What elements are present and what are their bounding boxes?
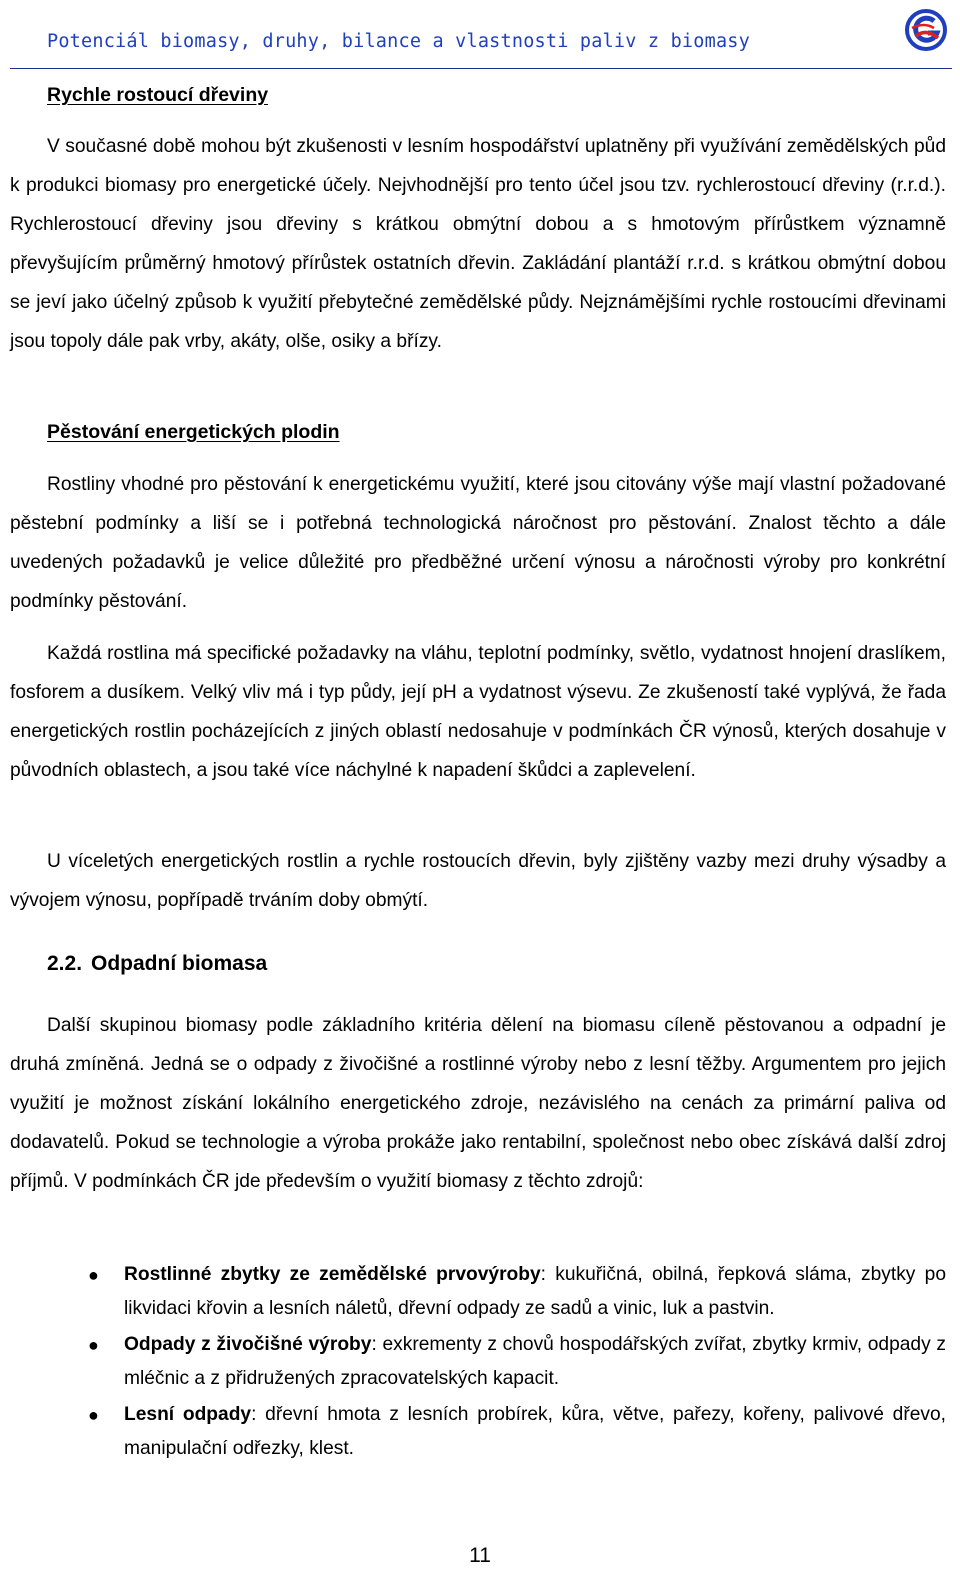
page-header <box>10 0 952 69</box>
logo-icon <box>904 8 948 52</box>
list-item-term: Lesní odpady <box>124 1404 252 1425</box>
list-item-term: Rostlinné zbytky ze zemědělské prvovýroby <box>124 1264 541 1285</box>
section-title: Odpadní biomasa <box>91 952 268 975</box>
paragraph-fast-growing: V současné době mohou být zkušenosti v lesním hospodářství uplatněny při využívání zemědělských půd k produkci biomasy pro energetické účely. Nejvhodnější pro tento účel jsou tzv. rychlerostoucí dřeviny (r.r.d.). Rychlerostoucí dřeviny jsou dřeviny s krátkou obmýtní dobou a s hmotovým přírůstkem významně převyšujícím průměrný hmotový přírůstek ostatních dřevin. Zakládání plantáží r.r.d. s krátkou obmýtní dobou se jeví jako účelný způsob k využití přebytečné zemědělské půdy. Nejznámějšími rychle rostoucími dřevinami jsou topoly dále pak vrby, akáty, olše, osiky a břízy. <box>10 136 946 352</box>
section-number: 2.2. <box>47 952 83 975</box>
waste-sources-list <box>10 1258 946 1468</box>
page-number: 11 <box>469 1544 491 1567</box>
paragraph-cultivation-3: U víceletých energetických rostlin a rychle rostoucích dřevin, byly zjištěny vazby mezi druhy výsadby a vývojem výnosu, popřípadě trváním doby obmýtí. <box>10 851 946 911</box>
section-heading-waste <box>47 952 267 976</box>
header-title: Potenciál biomasy, druhy, bilance a vlastnosti paliv z biomasy <box>47 31 750 52</box>
bullet-icon: ● <box>88 1405 99 1425</box>
list-item <box>10 1398 946 1466</box>
paragraph-cultivation-1: Rostliny vhodné pro pěstování k energetickému využití, které jsou citovány výše mají vlastní požadované pěstební podmínky a liší se i potřebná technologická náročnost pro pěstování. Znalost těchto a dále uvedených požadavků je velice důležité pro předběžné určení výnosu a náročnosti výroby pro konkrétní podmínky pěstování. <box>10 474 946 612</box>
bullet-icon: ● <box>88 1335 99 1355</box>
section-heading-fast-growing: Rychle rostoucí dřeviny <box>47 84 269 106</box>
list-item <box>10 1328 946 1396</box>
list-item-text: : dřevní hmota z lesních probírek, kůra, větve, pařezy, kořeny, palivové dřevo, manipulační odřezky, klest. <box>124 1404 946 1459</box>
list-item-term: Odpady z živočišné výroby <box>124 1334 372 1355</box>
list-item-text: : exkrementy z chovů hospodářských zvířat, zbytky krmiv, odpady z mléčnic a z přidružených zpracovatelských kapacit. <box>124 1334 946 1389</box>
section-heading-cultivation: Pěstování energetických plodin <box>47 421 340 443</box>
bullet-icon: ● <box>88 1265 99 1285</box>
paragraph-waste: Další skupinou biomasy podle základního kritéria dělení na biomasu cíleně pěstovanou a odpadní je druhá zmíněná. Jedná se o odpady z živočišné a rostlinné výroby nebo z lesní těžby. Argumentem pro jejich využití je možnost získání lokálního energetického zdroje, nezávislého na cenách za primární paliva od dodavatelů. Pokud se technologie a výroba prokáže jako rentabilní, společnost nebo obec získává další zdroj příjmů. V podmínkách ČR jde především o využití biomasy z těchto zdrojů: <box>10 1015 946 1192</box>
list-item <box>10 1258 946 1326</box>
paragraph-cultivation-2: Každá rostlina má specifické požadavky na vláhu, teplotní podmínky, světlo, vydatnost hnojení draslíkem, fosforem a dusíkem. Velký vliv má i typ půdy, její pH a vydatnost výsevu. Ze zkušeností také vyplývá, že řada energetických rostlin pocházejících z jiných oblastí nedosahuje v podmínkách ČR výnosů, kterých dosahuje v původních oblastech, a jsou také více náchylné k napadení škůdci a zaplevelení. <box>10 643 946 781</box>
list-item-text: : kukuřičná, obilná, řepková sláma, zbytky po likvidaci křovin a lesních náletů, dřevní odpady ze sadů a vinic, luk a pastvin. <box>124 1264 946 1319</box>
